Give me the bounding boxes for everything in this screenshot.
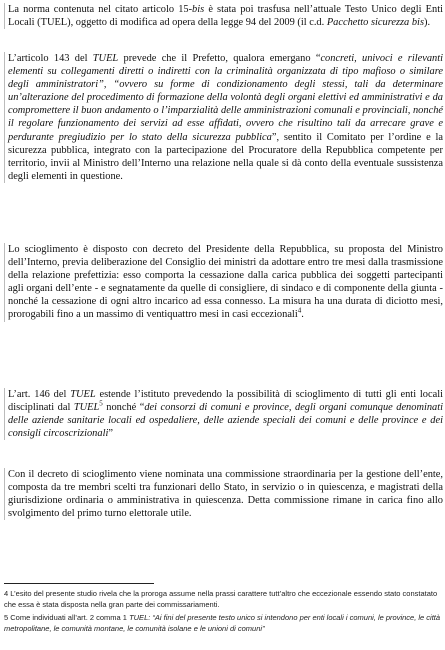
paragraph-tuel-intro: La norma contenuta nel citato articolo 15-bis è stata poi trasfusa nell’attuale Testo Unico degli Enti Locali (TUEL), oggetto di modifica ad opera della legge 94 del 2009 (il c.d. Pacchetto sicurezza bis). — [4, 3, 443, 29]
footnote-ref-4: 4 — [297, 307, 302, 315]
footnote-5: 5 Come individuati all’art. 2 comma 1 TUEL: “Ai fini del presente testo unico si intendono per enti locali i comuni, le province, le città metropolitane, le comunità montane, le comunità isolane e le unioni di comuni” — [4, 613, 441, 633]
paragraph-dissolution-decree: Lo scioglimento è disposto con decreto del Presidente della Repubblica, su proposta del Ministro dell’Interno, previa deliberazione del Consiglio dei ministri da adottare entro tre mesi dalla trasmissione della relazione prefettizia: esso comporta la cessazione dalla carica pubblica dei soggetti partecipanti agli organi dell’ente - e segnatamente da quelle di consigliere, di sindaco e di componente della giunta - nonché la cessazione di ogni altro incarico ad essa connesso. La misura ha una durata di diciotto mesi, prorogabili fino a un massimo di ventiquattro mesi in casi eccezionali$^4$. — [4, 243, 443, 322]
paragraph-commission: Con il decreto di scioglimento viene nominata una commissione straordinaria per la gestione dell’ente, composta da tre membri scelti tra funzionari dello Stato, in servizio o in quiescenza, e magistrati della giurisdizione ordinaria o amministrativa in quiescenza. Detta commissione rimane in carica fino allo svolgimento del primo turno elettorale utile. — [4, 468, 443, 520]
quote-article-146: dei consorzi di comuni e province, degli organi comunque denominati delle aziende sanitarie locali ed ospedaliere, delle aziende speciali dei comuni e delle province e dei consigli circoscrizionali — [8, 402, 444, 440]
footnote-separator — [4, 583, 154, 584]
quote-article-143: concreti, univoci e rilevanti elementi su collegamenti diretti o indiretti con la criminalità organizzata di tipo mafioso o similare degli amministratori”, “ovvero su forme di condizionamento degli stessi, tali da determinare un’alterazione del procedimento di formazione della volontà degli organi elettivi ed amministrativi e da compromettere il buon andamento o l’imparzialità delle amministrazioni comunali e provinciali, nonché il regolare funzionamento dei servizi ad esse affidati, ovvero che risultino tali da arrecare grave e perdurante pregiudizio per lo stato della sicurezza pubblica — [8, 53, 443, 143]
footnote-4: 4 L’esito del presente studio rivela che la proroga assume nella prassi carattere tutt’altro che eccezionale essendo stato constatato che essa è stata disposta nella gran parte dei commissariamenti. — [4, 589, 438, 609]
paragraph-article-143: L’articolo 143 del TUEL prevede che il Prefetto, qualora emergano “concreti, univoci e rilevanti elementi su collegamenti diretti o indiretti con la criminalità organizzata di tipo mafioso o similare degli amministratori”, “ovvero su forme di condizionamento degli stessi, tali da determinare un’alterazione del procedimento di formazione della volontà degli organi elettivi ed amministrativi e da compromettere il buon andamento o l’imparzialità delle amministrazioni comunali e provinciali, nonché il regolare funzionamento dei servizi ad esse affidati, ovvero che risultino tali da arrecare grave e perdurante pregiudizio per lo stato della sicurezza pubblica”, sentito il Comitato per l’ordine e la sicurezza pubblica, integrato con la partecipazione del Procuratore della Repubblica competente per territorio, invii al Ministro dell’Interno una relazione nella quale si dà conto della eventuale sussistenza degli elementi in questione. — [4, 52, 443, 183]
paragraph-article-146: L’art. 146 del TUEL estende l’istituto prevedendo la possibilità di scioglimento di tutti gli enti locali disciplinati dal TUEL$^5$ nonché “dei consorzi di comuni e province, degli organi comunque denominati delle aziende sanitarie locali ed ospedaliere, delle aziende speciali dei comuni e delle province e dei consigli circoscrizionali” — [4, 388, 443, 440]
footnote-ref-5: 5 — [99, 399, 103, 408]
